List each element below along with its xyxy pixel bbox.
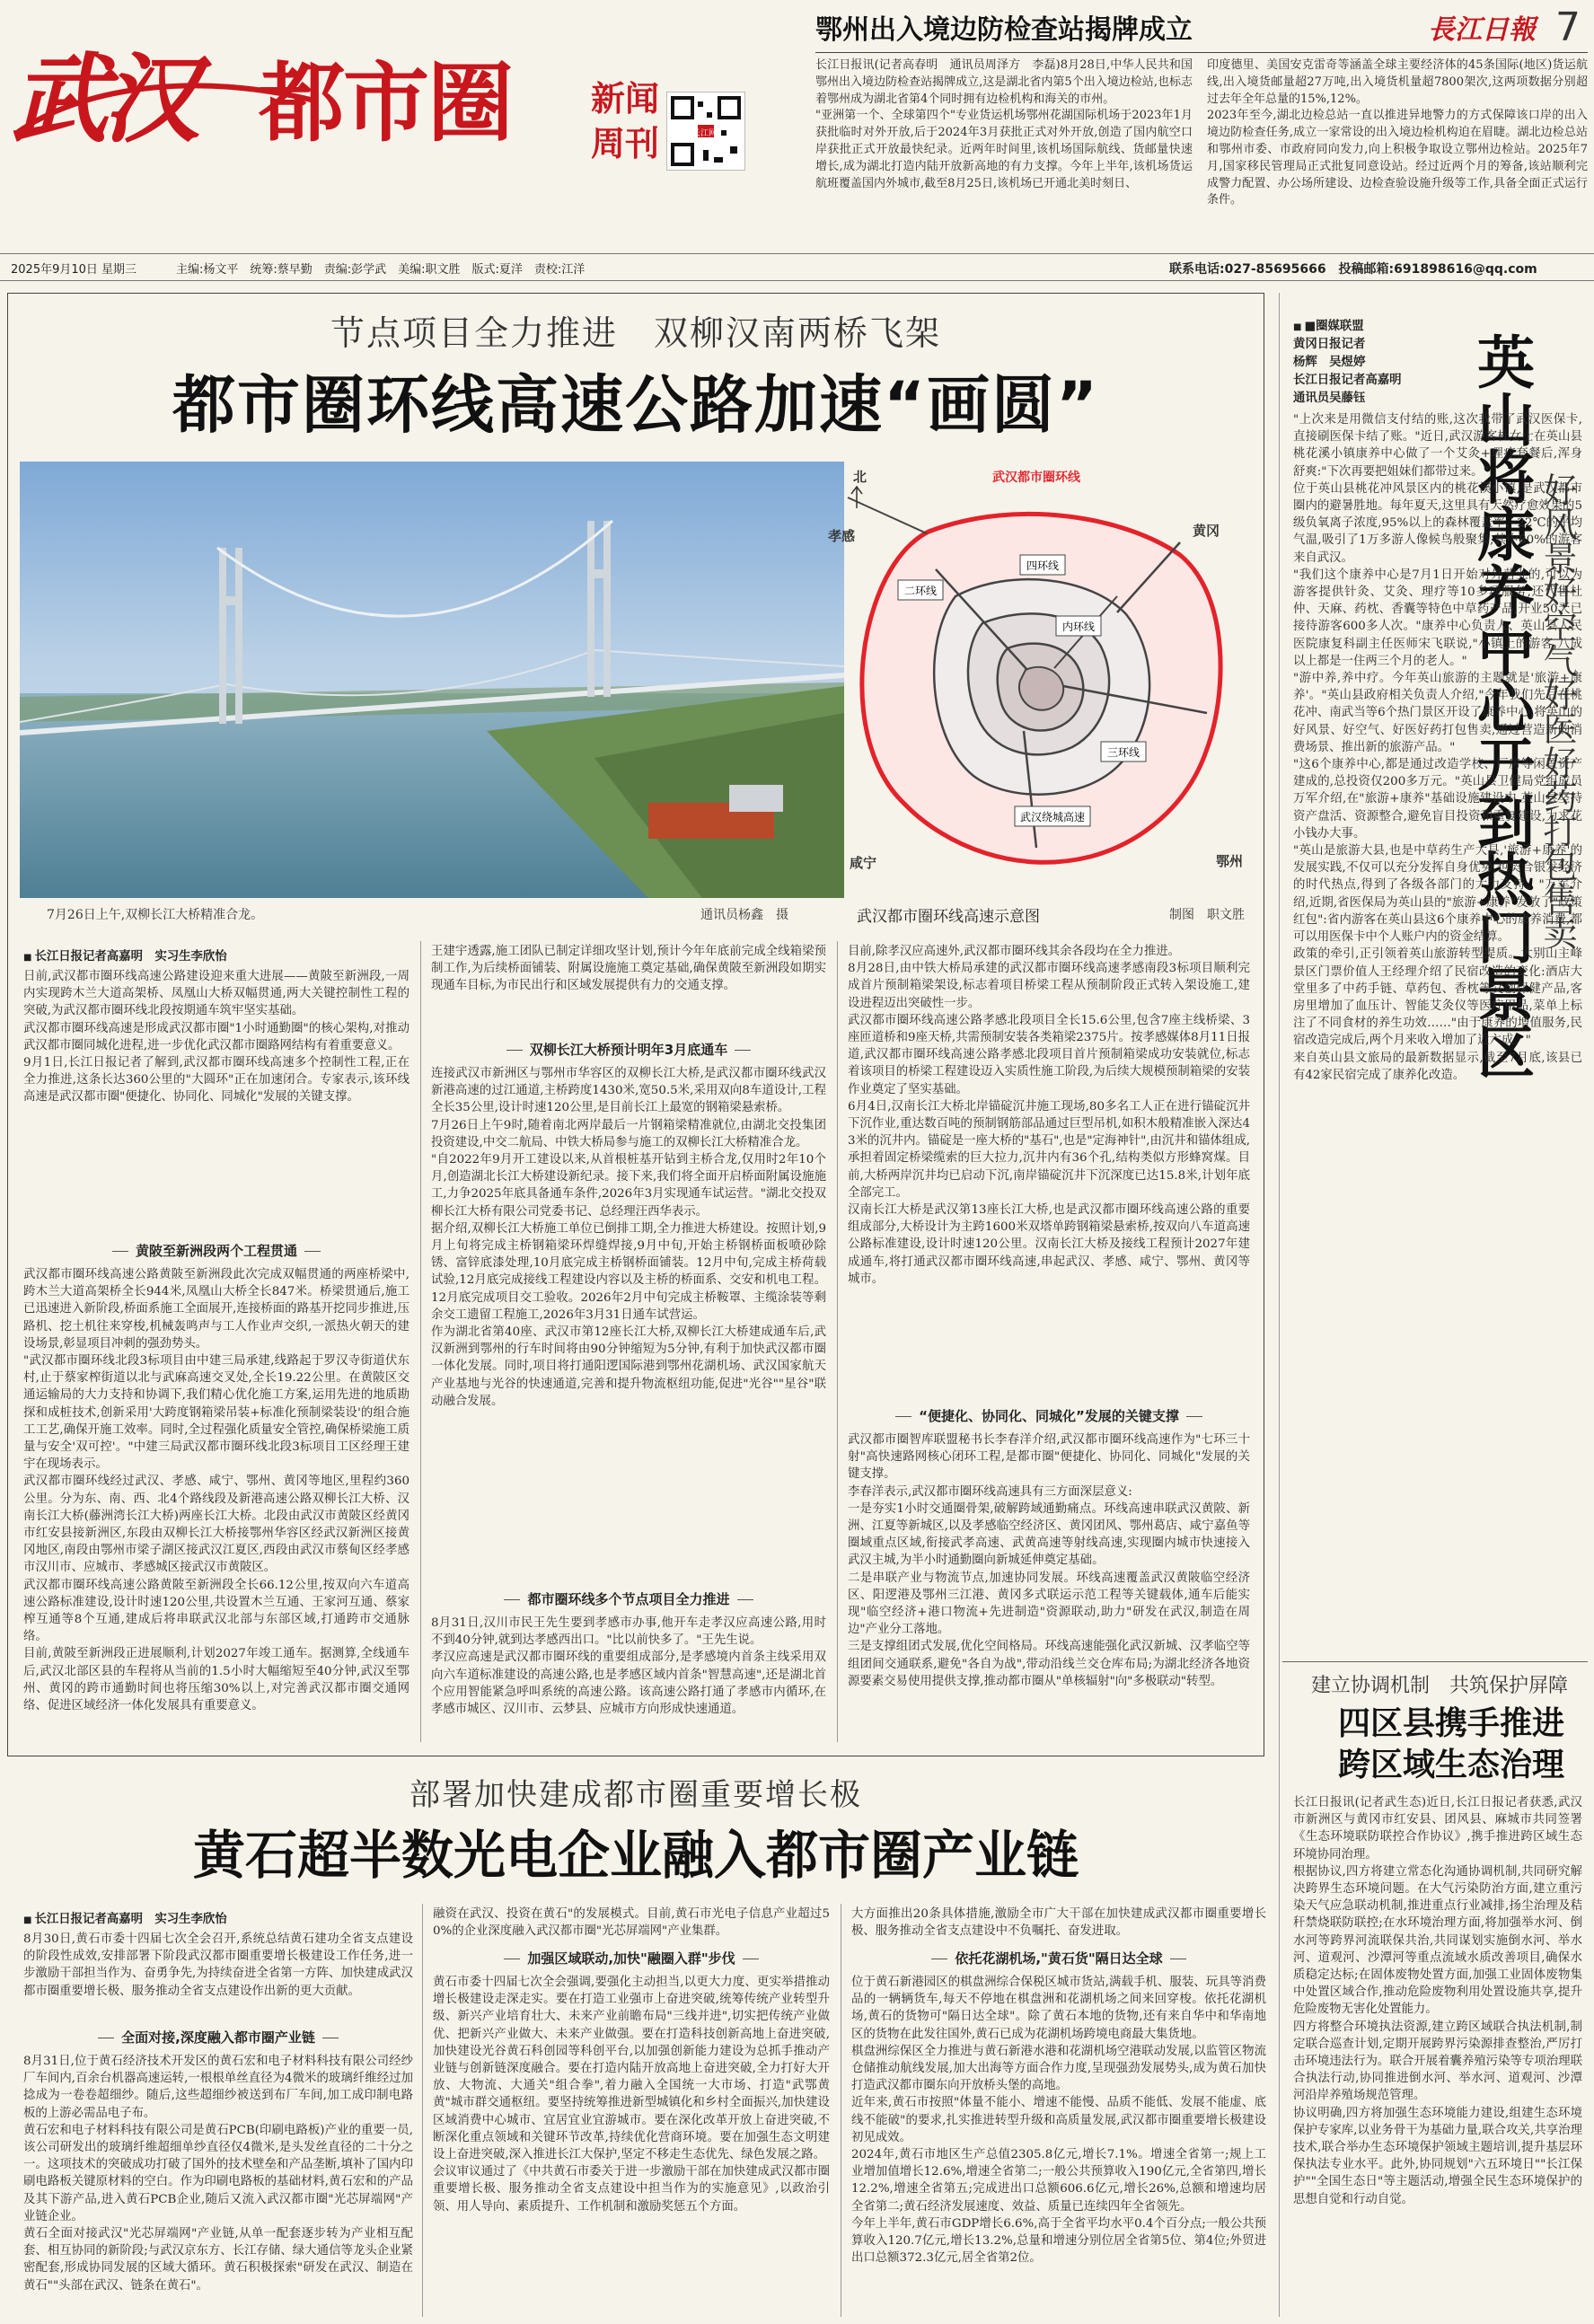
masthead-logo-script: 武汉	[11, 43, 195, 156]
bottom-col2b: 黄石市委十四届七次全会强调,要强化主动担当,以更大力度、更实举措推动增长极建设走深走实。要在打造工业强市上奋进突破,统筹传统产业转型升级、新兴产业培育壮大、未来产业前瞻布局"三线并进",切实把传统产业做优、把新兴产业做大、未来产业做强。要在打造科技创新高地上奋进突破,加快建设光谷黄石科创园等科创平台,以加强创新能力建设为总抓手推动产业链与创新链深度融合。要在打造内陆开放高地上奋进突破,全力打好大开放、大物流、大通关"组合拳",着力融入全国统一大市场、打造"武鄂黄黄"城市群交通枢纽。要坚持统筹推进新型城镇化和乡村全面振兴,加快建设区域消费中心城市、宜居宜业宜游城市。要在深化改革开放上奋进突破,不断深化重点领域和关键环节改革,持续优化营商环境。要在加强生态文明建设上奋进突破,深入推进长江大保护,坚定不移走生态优先、绿色发展之路。 会议审议通过了《中共黄石市委关于进一步激励干部在加快建成武汉都市圈重要增长极、服务推动全省支点建设中担当作为的实施意见》,以政治引领、用人导向、素质提升、工作机制和激励奖惩五个方面。	[433, 1976, 830, 2214]
top-story-col2: 印度德里、美国安克雷奇等涵盖全球主要经济体的45条国际(地区)货运航线,出入境货邮量超27万吨,出入境货机量超7800架次,这两项数据分别超过去年全年总量的15%,12%。 2023年至今,湖北边检总站一直以推进异地警力的方式保障该口岸的出入境边防检查任务,成立一家常设的出入境边检机构迫在眉睫。湖北边检总站和鄂州市委、市政府同向发力,向上积极争取设立鄂州边检站。2025年7月,国家移民管理局正式批复同意设站。经过近两个月的筹备,该站顺利完成警力配置、办公场所建设、边检查验设施升级等工作,具备全面正式运行条件。	[1207, 58, 1588, 207]
photo-caption: 7月26日上午,双柳长江大桥精准合龙。	[47, 908, 264, 922]
bottom-sub2: 加强区域联动,加快"融圈入群"步伐	[433, 1949, 830, 1967]
svg-text:孝感: 孝感	[828, 528, 856, 544]
side2-body: 长江日报讯(记者武生态)近日,长江日报记者获悉,武汉市新洲区与黄冈市红安县、团风县、麻城市共同签署《生态环境联防联控合作协议》,携手推进跨区域生态环境协同治理。 根据协议,四方将建立常态化沟通协调机制,共同研究解决跨界生态环境问题。在大气污染防治方面,建立重污染天气应急联动机制,推进重点行业减排,扬尘治理及秸秆禁烧联防联控;在水环境治理方面,将加强举水河、倒水河等跨界河流联保共治,共同谋划实施倒水河、举水河、道观河、沙潭河等重点流域水质改善项目,确保水质稳定达标;在固体废物处置方面,加强工业固体废物集中处置区域合作,推动危险废物利用处置设施共享,提升危险废物无害化处置能力。 四方将整合环境执法资源,建立跨区域联合执法机制,制定联合巡查计划,定期开展跨界污染源排查整治,严厉打击环境违法行为。联合开展着囊养殖污染等专项治理联合执法行动,协同推进倒水河、举水河、道观河、沙潭河沿岸养殖场规范管理。 协议明确,四方将加强生态环境能力建设,组建生态环境保护专家库,以业务骨干为基础力量,联合攻关,共享治理技术,联合举办生态环境保护领域主题培训,提升基层环保执法专业水平。此外,协同规划"六五环境日""长江保护""全国生态日"等主题活动,增强全民生态环境保护的思想自觉和行动自觉。	[1293, 1796, 1582, 2206]
svg-text:武汉都市圈环线: 武汉都市圈环线	[992, 471, 1080, 485]
svg-text:咸宁: 咸宁	[850, 855, 877, 871]
bridge-photo-image	[20, 462, 844, 898]
main-col3a: 目前,除孝汉应高速外,武汉都市圈环线其余各段均在全力推进。 8月28日,由中铁大桥局承建的武汉都市圈环线高速孝感南段3标项目顺利完成首片预制箱梁架设,标志着项目桥梁工程从预制阶段正式转入架设施工,建设进程迈出突破性一步。 武汉都市圈环线高速公路孝感北段项目全长15.6公里,包含7座主线桥梁、3座匝道桥和9座天桥,共需预制安装各类箱梁2375片。按孝感媒体8月11日报道,武汉都市圈环线高速公路孝感北段项目首片预制箱梁成功安装就位,标志着该项目的桥梁工程建设迈入实质性施工阶段,为后续大规模预制箱梁的安装作业奠定了坚实基础。 6月4日,汉南长江大桥北岸锚碇沉井施工现场,80多名工人正在进行锚碇沉井下沉作业,重达数百吨的预制钢筋部品通过巨型吊机,如积木般精准嵌入深达43米的沉井内。锚碇是一座大桥的"基石",也是"定海神针",由沉井和锚体组成,承担着固定桥梁缆索的巨大拉力,沉井内有36个孔,结构类似方形蜂窝煤。目前,大桥两岸沉井均已启动下沉,南岸锚碇沉井下沉深度已达15.8米,计划年底全部完工。 汉南长江大桥是武汉第13座长江大桥,也是武汉都市圈环线高速公路的重要组成部分,大桥设计为主跨1600米双塔单跨钢箱梁悬索桥,按双向八车道高速公路标准建设,设计时速120公里。汉南长江大桥及接线工程预计2027年建成通车,将打通武汉都市圈环线高速,串起武汉、孝感、咸宁、鄂州、黄冈等城市。	[848, 945, 1250, 1286]
svg-text:北: 北	[853, 469, 867, 485]
bottom-col1a: 8月30日,黄石市委十四届七次全会召开,系统总结黄石建功全省支点建设的阶段性成效,安排部署下阶段武汉都市圈重要增长极建设工作任务,进一步激励干部担当作为、奋勇争先,为持续奋进全省第一方阵、加快建成武汉都市圈重要增长极、服务推动全省支点建设作出新的更大贡献。	[23, 1932, 413, 1998]
page-number: 7	[1555, 4, 1581, 50]
map-credit: 制图 职文胜	[1169, 908, 1245, 922]
main-col2a: 王建宇透露,施工团队已制定详细攻坚计划,预计今年年底前完成全线箱梁预制工作,为后续桥面铺装、附属设施施工奠定基础,确保黄陂至新洲段如期实现通车目标,为市民出行和区域发展提供有力的交通支撑。	[431, 945, 826, 993]
main-sub3: 都市圈环线多个节点项目全力推进	[431, 1589, 826, 1608]
svg-text:内环线: 内环线	[1061, 621, 1096, 633]
bottom-col3a: 大方面推出20条具体措施,激励全市广大干部在加快建成武汉都市圈重要增长极、服务推动全省支点建设中不负嘱托、奋发进取。	[851, 1907, 1266, 1939]
qr-caption: 长江网	[692, 129, 718, 138]
top-story-headline: 鄂州出入境边防检查站揭牌成立	[815, 14, 1193, 46]
masthead	[0, 0, 1594, 207]
main-sub4: “便捷化、协同化、同城化”发展的关键支撑	[848, 1406, 1250, 1425]
main-sub1: 黄陂至新洲段两个工程贯通	[23, 1241, 410, 1260]
right-column-divider	[1279, 293, 1280, 2317]
bottom-col2a: 融资在武汉、投资在黄石"的发展模式。目前,黄石市光电子信息产业超过50%的企业深度融入武汉都市圈"光芯屏端网"产业集群。	[433, 1907, 830, 1939]
qr-code	[666, 92, 745, 171]
main-col1a: 日前,武汉都市圈环线高速公路建设迎来重大进展——黄陂至新洲段,一周内实现跨木兰大道高架桥、凤凰山大桥双幅贯通,两大关键控制性工程的突破,为武汉都市圈环线北段按期通车筑牢坚实基础。 武汉都市圈环线高速是形成武汉都市圈"1小时通勤圈"的核心架构,对推动武汉都市圈同城化进程,进一步优化武汉都市圈路网结构有着重要意义。 9月1日,长江日报记者了解到,武汉都市圈环线高速多个控制性工程,正在全力推进,这条长达360公里的"大圆环"正在加速闭合。专家表示,该环线高速是武汉都市圈"便捷化、协同化、同城化"发展的关键支撑。	[23, 970, 410, 1105]
bottom-col3b: 位于黄石新港园区的棋盘洲综合保税区城市货站,满载手机、服装、玩具等消费品的一辆辆货车,每天不停地在棋盘洲和花湖机场之间来回穿梭。依托花湖机场,黄石的货物可"隔日达全球"。除了黄石本地的货物,还有来自华中和华南地区的货物在此发往国外,黄石已成为花湖机场跨境电商最大集货地。 棋盘洲综保区全力推进与黄石新港水港和花湖机场空港联动发展,以监管区物流仓储推动航线发展,加大出海等方面合作力度,呈现强劲发展势头,成为黄石加快打造武汉都市圈东向开放桥头堡的高地。 近年来,黄石市按照"体量不能小、增速不能慢、品质不能低、发展不能虚、底线不能破"的要求,扎实推进转型升级和高质量发展,武汉都市圈重要增长极建设初见成效。 2024年,黄石市地区生产总值2305.8亿元,增长7.1%。增速全省第一;规上工业增加值增长12.6%,增速全省第二;一般公共预算收入190亿元,全省第四,增长12.2%,增速全省第五;完成进出口总额606.6亿元,增长26%,总额和增速均居全省第二;黄石经济发展速度、效益、质量已连续四年全省领先。 今年上半年,黄石市GDP增长6.6%,高于全省平均水平0.4个百分点;一般公共预算收入120.7亿元,增长13.2%,总量和增速分别位居全省第5位、第4位;外贸进出口总额372.3亿元,居全省第2位。	[851, 1976, 1266, 2266]
side-byline-3: 长江日报记者高嘉明	[1293, 374, 1402, 387]
svg-text:黄冈: 黄冈	[1193, 523, 1220, 539]
masthead-logo-bold: 都市圈	[259, 53, 512, 154]
side-byline-4: 通讯员吴藤钰	[1293, 392, 1366, 405]
svg-text:二环线: 二环线	[903, 585, 938, 597]
top-story-col1: 长江日报讯(记者高春明 通讯员周泽方 李磊)8月28日,中华人民共和国鄂州出入境边防检查站揭牌成立,这是湖北省内第5个出入境边检站,也标志着鄂州成为湖北省第4个同时拥有边检机构和海关的市州。 "亚洲第一个、全球第四个"专业货运机场鄂州花湖国际机场于2023年1月获批临时对外开放,后于2024年3月获批正式对外开放,创造了国内航空口岸获批正式开放最快纪录。近两年时间里,该机场国际航线、货邮量快速增长,成为湖北打造内陆开放新高地的有力支撑。今年上半年,该机场货运航班覆盖国内外城市,截至8月25日,该机场已开通北美时刻日、	[815, 58, 1193, 190]
side-deck: 好风景好空气好医好药打包售卖	[1537, 472, 1577, 950]
side-headline: 英山将康养中心开到热门景区	[1467, 332, 1534, 1079]
side-byline-2: 杨辉 吴煜婷	[1293, 356, 1366, 369]
side-byline-1: 黄冈日报记者	[1293, 338, 1366, 351]
svg-text:四环线: 四环线	[1026, 559, 1060, 572]
side2-headline-1: 四区县携手推进	[1338, 1705, 1565, 1742]
svg-text:鄂州: 鄂州	[1216, 853, 1244, 869]
dateline-editors: 主编:杨文平 统筹:蔡早勤 责编:彭学武 美编:职文胜 版式:夏洋 责校:江洋	[176, 263, 586, 277]
main-col1b: 武汉都市圈环线高速公路黄陂至新洲段此次完成双幅贯通的两座桥梁中,跨木兰大道高架桥全长944米,凤凰山大桥全长847米。桥梁贯通后,施工已迅速进入新阶段,桥面系施工全面展开,连接桥面的路基开挖同步推进,压路机、挖土机往来穿梭,机械轰鸣声与工人作业声交织,一派热火朝天的建设场景,彰显项目冲刺的强劲势头。 "武汉都市圈环线北段3标项目由中建三局承建,线路起于罗汉寺街道伏东村,止于蔡家榨街道以北与武麻高速交叉处,全长19.22公里。在黄陂区交通运输局的大力支持和协调下,我们精心优化施工方案,运用先进的地质勘探和成桩技术,创新采用'大跨度钢箱梁吊装+标准化预制梁装设'的组合施工工艺,确保开施工效率。同时,全过程强化质量安全管控,确保桥梁施工质量与安全'双可控'。"中建三局武汉都市圈环线北段3标项目工区经理王建宇在现场表示。 武汉都市圈环线经过武汉、孝感、咸宁、鄂州、黄冈等地区,里程约360公里。分为东、南、西、北4个路线段及新港高速公路双柳长江大桥、汉南长江大桥(藤洲湾长江大桥)两座长江大桥。北段由武汉市黄陂区经黄冈市红安县接新洲区,东段由双柳长江大桥接鄂州华容区经武汉新洲区接黄冈地区,南段由鄂州市梁子湖区接武汉江夏区,西段由武汉市蔡甸区经孝感市汉川市、应城市、孝感城区接武汉市黄陂区。 武汉都市圈环线高速公路黄陂至新洲段全长66.12公里,按双向六车道高速公路标准建设,设计时速120公里,共设置木兰互通、王家河互通、蔡家榨互通等8个互通,建成后将串联武汉北部与东部区域,打通跨市交通脉络。 目前,黄陂至新洲段正进展顺利,计划2027年竣工通车。据测算,全线通车后,武汉北部区县的车程将从当前的1.5小时大幅缩短至40分钟,武汉至鄂州、黄冈的跨市通勤时间也将压缩30%以上,对完善武汉都市圈交通网络、促进区域经济一体化发展具有重要意义。	[23, 1268, 410, 1713]
bottom-headline: 黄石超半数光电企业融入都市圈产业链	[192, 1825, 1079, 1886]
main-col2b: 连接武汉市新洲区与鄂州市华容区的双柳长江大桥,是武汉都市圈环线武汉新港高速的过江通道,主桥跨度1430米,宽50.5米,采用双向8车道设计,工程全长35公里,设计时速120公里,是目前长江上最宽的钢箱梁悬索桥。 7月26日上午9时,随着南北两岸最后一片钢箱梁精准就位,由湖北交投集团投资建设,中交二航局、中铁大桥局参与施工的双柳长江大桥精准合龙。 "自2022年9月开工建设以来,从首根桩基开钻到主桥合龙,仅用时2年10个月,创造湖北长江大桥建设新纪录。接下来,我们将全面开启桥面附属设施施工,力争2025年底具备通车条件,2026年3月实现通车试运营。"湖北交投双柳长江大桥有限公司党委书记、总经理汪西华表示。 据介绍,双柳长江大桥施工单位已倒排工期,全力推进大桥建设。按照计划,9月上旬将完成主桥钢箱梁环焊缝焊接,9月中旬,开始主桥钢桥面板喷砂除锈、富锌底漆处理,10月底完成主桥钢桥面铺装。12月中旬,完成主桥荷载试验,12月底完成接线工程建设内容以及主桥的桥面系、交安和机电工程。12月底完成项目交工验收。2026年2月中旬完成主桥鞍罩、主缆涂装等剩余交工遗留工程施工,2026年3月31日通车试营运。 作为湖北省第40座、武汉市第12座长江大桥,双柳长江大桥建成通车后,武汉新洲到鄂州的行车时间将由90分钟缩短为5分钟,有利于加快武汉都市圈一体化发展。同时,项目将打通阳逻国际港到鄂州花湖机场、武汉国家航天产业基地与光谷的快速通道,完善和提升物流枢纽功能,促进"光谷""星谷"联动融合发展。	[431, 1067, 826, 1408]
masthead-subtitle-2: 周刊	[591, 123, 660, 163]
bottom-byline: ■ 长江日报记者高嘉明 实习生李欣怡	[23, 1909, 227, 1926]
bottom-kicker: 部署加快建成都市圈重要增长极	[410, 1777, 862, 1813]
masthead-subtitle-1: 新闻	[591, 78, 660, 119]
side-body: "上次来是用微信支付结的账,这次我带了武汉医保卡,直接刷医保卡结了账。"近日,武汉游客杜女士在英山县桃花溪小镇康养中心做了一个艾灸+理疗套餐后,浑身舒爽:"下次再要把姐妹们都带过来。" 位于英山县桃花冲风景区内的桃花溪小镇,是武汉都市圈内的避暑胜地。每年夏天,这里具有天然疗愈效果的5级负氧离子浓度,95%以上的森林覆盖率、22℃的平均气温,吸引了1万多游人像候鸟般聚集,其中80%的游客来自武汉。 "我们这个康养中心是7月1日开始对外营业的,可以为游客提供针灸、艾灸、理疗等10多项服务,还代售杜仲、天麻、药枕、香囊等特色中草药产品,开业50天已接待游客600多人次。"康养中心负责人、英山县人民医院康复科副主任医师宋飞联说,"小镇上的游客,八成以上都是一住两三个月的老人。" "游中养,养中疗。今年英山旅游的主题就是'旅游+康养'。"英山县政府相关负责人介绍,"今年我们先后在桃花冲、南武当等6个热门景区开设了康养中心,将英山的好风景、好空气、好医好药打包售卖,通过营造新的消费场景、推出新的旅游产品。" "这6个康养中心,都是通过改造学校、厂房等闲置资产建成的,总投资仅200多万元。"英山县卫健局党组成员万军介绍,在"旅游+康养"基础设施建设中,英山县坚持资产盘活、资源整合,避免盲目投资和重复建设,力求花小钱办大事。 "英山是旅游大县,也是中草药生产大县,'旅游+康养'的发展实践,不仅可以充分发挥自身优势,也契合银发经济的时代热点,得到了各级各部门的大力支持。"万军介绍,近期,省医保局为英山县的"旅游+康养"发放了"政策红包":省内游客在英山县这6个康养中心的康养消费,都可以用医保卡中个人账户内的资金结算。 政策的牵引,正引领着英山旅游转型提质。大别山主峰景区门票价值人王经理介绍了民宿改造的变化:酒店大堂里多了中药手链、草药包、香枕等文创保健产品,客房里增加了血压计、智能艾灸仪等医疗用品,菜单上标注了不同食材的养生功效……"由于康养的增值服务,民宿改造完成后,两个月来收入增加了近六成。" 来自英山县文旅局的最新数据显示,截至7月底,该县已有42家民宿完成了康养化改造。	[1293, 413, 1582, 1082]
map-caption: 武汉都市圈环线高速示意图	[857, 908, 1040, 926]
paper-name: 長江日報	[1428, 14, 1536, 46]
bridge-photo	[20, 462, 844, 898]
main-col-divider-1	[420, 941, 421, 1742]
bottom-col-divider-1	[422, 1904, 423, 2317]
bottom-col1b: 8月31日,位于黄石经济技术开发区的黄石宏和电子材料科技有限公司经纱厂车间内,百余台机器高速运转,一根根单丝直径为4微米的玻璃纤维经过加捻成为一卷卷超细纱。随后,这些超细纱被送到布厂车间,加工成印制电路板的上游必需品电子布。 黄石宏和电子材料科技有限公司是黄石PCB(印刷电路板)产业的重要一员,该公司研发出的玻璃纤维超细单纱直径仅4微米,是头发丝直径的二十分之一。这项技术的突破成功打破了国外的技术壁垒和产品垄断,填补了国内印刷电路板关键原材料的空白。作为印刷电路板的基础材料,黄石宏和的产品及其下游产品,进入黄石PCB企业,随后又流入武汉都市圈"光芯屏端网"产业链企业。 黄石全面对接武汉"光芯屏端网"产业链,从单一配套逐步转为产业相互配套、相互协同的新阶段;与武汉京东方、长江存储、绿大通信等龙头企业紧密配套,形成协同发展的区域大循环。黄石积极探索"研发在武汉、制造在黄石""头部在武汉、链条在黄石"。	[23, 2055, 413, 2293]
bottom-sub1: 全面对接,深度融入都市圈产业链	[23, 2028, 413, 2047]
dateline-date: 2025年9月10日 星期三	[11, 263, 137, 277]
dateline-top-rule	[0, 253, 1594, 254]
side-divider	[1282, 1661, 1588, 1662]
main-sub2: 双柳长江大桥预计明年3月底通车	[431, 1040, 826, 1059]
main-byline: ■ 长江日报记者高嘉明 实习生李欣怡	[23, 946, 227, 964]
svg-text:三环线: 三环线	[1106, 746, 1140, 759]
main-kicker: 节点项目全力推进 双柳汉南两桥飞架	[330, 313, 941, 353]
side2-kicker: 建立协调机制 共筑保护屏障	[1311, 1675, 1569, 1697]
bottom-sub3: 依托花湖机场,"黄石货"隔日达全球	[851, 1949, 1266, 1967]
main-col-divider-2	[837, 941, 838, 1742]
side2-headline-2: 跨区域生态治理	[1338, 1747, 1565, 1783]
main-headline: 都市圈环线高速公路加速“画圆”	[172, 368, 1099, 442]
photo-credit: 通讯员杨鑫 摄	[700, 908, 788, 922]
ring-map-diagram	[821, 462, 1259, 884]
top-story-rule	[815, 52, 1588, 53]
main-col3b: 武汉都市圈智库联盟秘书长李春洋介绍,武汉都市圈环线高速作为"七环三十射"高快速路网核心闭环工程,是都市圈"便捷化、协同化、同城化"发展的关键支撑。 李春洋表示,武汉都市圈环线高速具有三方面深层意义: 一是夯实1小时交通圈骨架,破解跨域通勤痛点。环线高速串联武汉黄陂、新洲、江夏等新城区,以及孝感临空经济区、黄冈团风、鄂州葛店、咸宁嘉鱼等圈域重点区域,衔接武孝高速、武黄高速等射线高速,实现圈内城市快速接入武汉主城,为半小时通勤圈向新城延伸奠定基础。 二是串联产业与物流节点,加速协同发展。环线高速覆盖武汉黄陂临空经济区、阳逻港及鄂州三江港、黄冈多式联运示范工程等关键载体,通车后能实现"临空经济+港口物流+先进制造"资源联动,助力"研发在武汉,制造在周边"产业分工落地。 三是支撑组团式发展,优化空间格局。环线高速能强化武汉新城、汉孝临空等组团间交通联系,避免"各自为战",带动沿线兰交仓库布局;为湖北经济各地资源要素交易使用提供支撑,推动都市圈从"单核辐射"向"多极联动"转型。	[848, 1433, 1250, 1688]
svg-text:武汉绕城高速: 武汉绕城高速	[1019, 811, 1086, 823]
main-col2c: 8月31日,汉川市民王先生要到孝感市办事,他开车走孝汉应高速公路,用时不到40分钟,就到达孝感西出口。"比以前快多了。"王先生说。 孝汉应高速是武汉都市圈环线的重要组成部分,是孝感境内首条主线采用双向六车道标准建设的高速公路,也是孝感区域内首条"智慧高速",还是湖北首个应用智能紧急呼叫系统的高速公路。该高速公路打通了孝感市内循环,在孝感市城区、汉川市、云梦县、应城市方向形成快速通道。	[431, 1616, 826, 1717]
ring-map	[821, 462, 1259, 884]
dateline-contact: 联系电话:027-85695666 投稿邮箱:691898616@qq.com	[1169, 262, 1537, 277]
side-byline-0: ■ ■圈媒联盟	[1293, 316, 1364, 333]
dateline-bottom-rule	[0, 280, 1594, 281]
